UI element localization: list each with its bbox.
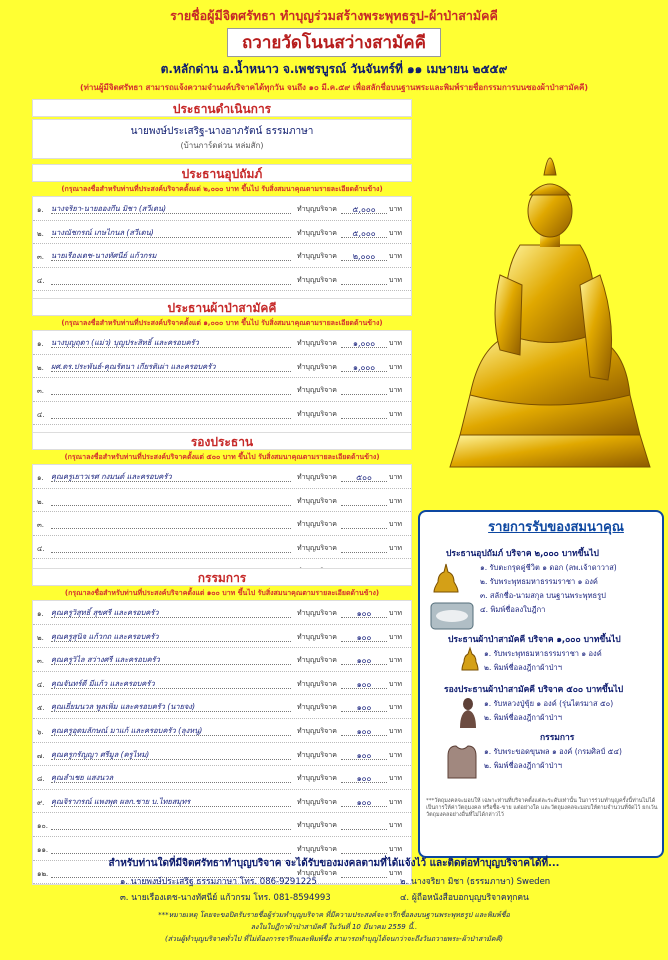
header-line3: ต.หลักด่าน อ.น้ำหนาว จ.เพชรบูรณ์ วันจันทร์ที่ ๑๑ เมษายน ๒๕๕๙ xyxy=(160,62,508,76)
donor-row xyxy=(33,197,411,221)
donor-row xyxy=(33,601,411,625)
baht-label: บาท xyxy=(389,821,402,830)
row-number: ๑๐. xyxy=(37,822,48,831)
row-number: ๔. xyxy=(37,276,45,285)
donate-label: ทำบุญบริจาค xyxy=(297,726,337,735)
baht-label: บาท xyxy=(389,609,402,617)
baht-label: บาท xyxy=(389,797,402,806)
row-number: ๖. xyxy=(37,727,44,736)
donor-name xyxy=(51,542,291,553)
baht-label: บาท xyxy=(389,339,402,347)
contact-item: ๔. ผู้ถือหนังสือบอกบุญบริจาคทุกคน xyxy=(400,893,529,903)
baht-label: บาท xyxy=(389,496,402,505)
donor-row xyxy=(33,512,411,536)
donor-name xyxy=(51,819,291,830)
section-note: (กรุณาลงชื่อสำหรับท่านที่ประสงค์บริจาคตั้งแต่ ๒,๐๐๐ บาท ขึ้นไป รับสิ่งสมนาคุณตามรายละเอียดด้านข้าง) xyxy=(61,185,383,193)
baht-label: บาท xyxy=(389,844,402,853)
donor-name: นางจริยา-นายอองกึน มิชา (สวีเดน) xyxy=(51,203,291,214)
baht-label: บาท xyxy=(389,632,402,641)
reward-item: ๑. รับตะกรุดคู่ชีวิต ๑ ดอก (ลพ.เจ้าดาวาส) xyxy=(480,563,617,572)
donation-amount: ๑๐๐ xyxy=(341,607,387,618)
donate-label: ทำบุญบริจาค xyxy=(297,496,337,505)
donor-name xyxy=(51,274,291,285)
donor-row xyxy=(33,331,411,355)
reward-item: ๑. รับหลวงปู่ขุ้ย ๑ องค์ (รุ่นไตรมาส ๕๐) xyxy=(484,699,614,708)
donate-label: ทำบุญบริจาค xyxy=(297,228,337,237)
footer-note: ***หมายเหตุ โดยจะขอปิดรับรายชื่อผู้ร่วมทำบุญบริจาค ที่มีความประสงค์จะจารึกชื่อลงบนฐานพระพุทธรูป และพิมพ์ชื่อ xyxy=(158,911,510,919)
donation-amount xyxy=(341,819,387,830)
donation-amount xyxy=(341,384,387,395)
row-number: ๑. xyxy=(37,206,44,214)
donor-name: คุณครูอุดมลักษณ์ มาแก้ และครอบครัว (ลุงหนู) xyxy=(51,725,291,736)
donor-row xyxy=(33,402,411,426)
buddha-amulet-thumb xyxy=(460,646,480,678)
section-title: ประธานผ้าป่าสามัคคี xyxy=(32,298,412,316)
header xyxy=(0,0,668,94)
row-number: ๒. xyxy=(37,497,44,506)
row-number: ๒. xyxy=(37,229,44,238)
donor-name: คุณจันทร์ดี มีแก้ว และครอบครัว xyxy=(51,678,291,689)
donate-label: ทำบุญบริจาค xyxy=(297,844,337,853)
donation-amount: ๑๐๐ xyxy=(341,725,387,736)
row-number: ๕. xyxy=(37,704,45,713)
contact-item: ๒. นางจริยา มิชา (ธรรมภาษา) Sweden xyxy=(400,877,551,887)
reward-item: ๒. พิมพ์ชื่อลงฎีกาผ้าป่าฯ xyxy=(484,761,562,770)
buddha-statue-image xyxy=(440,145,660,475)
donor-row xyxy=(33,465,411,489)
donor-name: คุณครูวิไล สว่างศรี และครอบครัว xyxy=(51,654,291,665)
row-number: ๘. xyxy=(37,775,45,784)
donate-label: ทำบุญบริจาค xyxy=(297,339,337,347)
donor-row xyxy=(33,221,411,245)
donation-amount xyxy=(341,495,387,506)
rewards-note: ***วัตถุมงคลจะมอบให้ เฉพาะท่านที่บริจาคตั้งแต่ละระดับเท่านั้น ในการร่วมทำบุญครั้งนี้ท่านไม่ได้เป็นการให้ค่าวัตถุมงคล หรือซื้อ-ขาย แต่อย่างใด และวัตถุมงคลจะมอบให้ตามจำนวนที่จัดไว้ ยกเว้นวัตถุมงคลอย่างอื่นที่ไม่ได้กล่าวไว้ xyxy=(426,798,658,818)
section-note: (กรุณาลงชื่อสำหรับท่านที่ประสงค์บริจาคตั้งแต่ ๑๐๐ บาท ขึ้นไป รับสิ่งสมนาคุณตามรายละเอียดด้านข้าง) xyxy=(64,589,380,597)
donor-name: คุณจิราภรณ์ แพงพุด ผลก.ชาย บ.ไทยสมุทร xyxy=(51,796,291,807)
row-number: ๗. xyxy=(37,751,45,760)
donor-row xyxy=(33,378,411,402)
advisor-name: นายพงษ์ประเสริฐ-นางอาภรัตน์ ธรรมภาษา xyxy=(130,126,314,137)
row-number: ๔. xyxy=(37,680,45,689)
donate-label: ทำบุญบริจาค xyxy=(297,750,337,759)
row-number: ๙. xyxy=(37,798,45,807)
rewards-title: รายการรับของสมนาคุณ xyxy=(488,520,624,535)
khun-phaen-amulet-thumb xyxy=(444,744,480,784)
donate-label: ทำบุญบริจาค xyxy=(297,362,337,371)
donor-row xyxy=(33,244,411,268)
donor-row xyxy=(33,489,411,513)
row-number: ๔. xyxy=(37,544,45,553)
donate-label: ทำบุญบริจาค xyxy=(297,632,337,641)
donate-label: ทำบุญบริจาค xyxy=(297,543,337,552)
row-number: ๓. xyxy=(37,521,45,530)
page-title: ถวายวัดโนนสว่างสามัคคี xyxy=(227,28,441,57)
contact-item: ๓. นายเรืองเดช-นางทัศนีย์ แก้วกรม โทร. 081-8594993 xyxy=(120,893,331,903)
baht-label: บาท xyxy=(389,409,402,418)
section-title: ประธานอุปถัมภ์ xyxy=(32,164,412,182)
donate-label: ทำบุญบริจาค xyxy=(297,797,337,806)
donate-label: ทำบุญบริจาค xyxy=(297,252,337,261)
donor-name: นางณัชกรณ์ เกษไกนล (สวีเดน) xyxy=(51,227,291,238)
row-number: ๑. xyxy=(37,474,44,482)
reward-item: ๔. พิมพ์ชื่อลงใบฎีกา xyxy=(480,605,546,614)
footer xyxy=(0,832,668,960)
takrut-amulet-thumb xyxy=(430,602,474,634)
donation-amount: ๑๐๐ xyxy=(341,631,387,642)
reward-item: ๒. พิมพ์ชื่อลงฎีกาผ้าป่าฯ xyxy=(484,663,562,672)
baht-label: บาท xyxy=(389,703,402,712)
row-number: ๒. xyxy=(37,633,44,642)
baht-label: บาท xyxy=(389,473,402,481)
reward-heading: ประธานอุปถัมภ์ บริจาค ๒,๐๐๐ บาทขึ้นไป xyxy=(446,549,599,559)
footer-note: ลงในใบฎีกาผ้าป่าสามัคคี ในวันที่ 10 มีนาคม 2559 นี้.. xyxy=(250,923,418,931)
donor-name: ผศ.ดร.ประพันธ์-คุณรัตนา เกียรติเผ่า และครอบครัว xyxy=(51,361,291,372)
donor-name: คุณครูเยาวเรศ กงมนต์ และครอบครัว xyxy=(51,471,291,482)
baht-label: บาท xyxy=(389,726,402,735)
rewards-panel xyxy=(418,510,664,858)
donation-amount: ๑๐๐ xyxy=(341,796,387,807)
baht-label: บาท xyxy=(389,868,402,877)
donor-name xyxy=(51,384,291,395)
donor-row xyxy=(33,790,411,814)
donation-amount: ๑,๐๐๐ xyxy=(341,361,387,372)
baht-label: บาท xyxy=(389,275,402,284)
reward-heading: ประธานผ้าป่าสามัคคี บริจาค ๑,๐๐๐ บาทขึ้นไป xyxy=(448,635,621,645)
baht-label: บาท xyxy=(389,228,402,237)
donation-amount xyxy=(341,408,387,419)
donation-amount xyxy=(341,274,387,285)
donor-row xyxy=(33,672,411,696)
donation-amount: ๑๐๐ xyxy=(341,678,387,689)
donation-amount: ๑๐๐ xyxy=(341,749,387,760)
reward-item: ๒. พิมพ์ชื่อลงฎีกาผ้าป่าฯ xyxy=(484,713,562,722)
monk-statue-thumb xyxy=(456,696,480,734)
donate-label: ทำบุญบริจาค xyxy=(297,703,337,712)
row-number: ๓. xyxy=(37,657,45,666)
header-line4: (ท่านผู้มีจิตศรัทธา สามารถแจ้งความจำนงค์บริจาคได้ทุกวัน จนถึง ๑๐ มี.ค.๕๙ เพื่อสลักชื่อบนฐานพระและพิมพ์รายชื่อกรรมการบนซองผ้าป่าสามัคคี) xyxy=(79,83,589,92)
row-number: ๓. xyxy=(37,253,45,262)
reward-item: ๑. รับพระพุทธมหาธรรมราชา ๑ องค์ xyxy=(484,649,602,658)
baht-label: บาท xyxy=(389,543,402,552)
donation-amount: ๕,๐๐๐ xyxy=(341,203,387,214)
row-number: ๔. xyxy=(37,410,45,419)
donate-label: ทำบุญบริจาค xyxy=(297,275,337,284)
baht-label: บาท xyxy=(389,386,402,395)
section-title: กรรมการ xyxy=(32,568,412,586)
donation-amount: ๕,๐๐๐ xyxy=(341,227,387,238)
reward-item: ๑. รับพระขอดขุนพล ๑ องค์ (กรมศิลป์ ๕๔) xyxy=(484,747,622,756)
donor-name: คุณครูกรัญญา ศรีมูล (ครูไหม) xyxy=(51,749,291,760)
advisor-sub: (บ้านการ์ดด่วน หล่มสัก) xyxy=(180,141,264,150)
donor-name: นางบุญฤดา (แม่ว) บุญประสิทธิ์ และครอบครัว xyxy=(51,337,291,348)
reward-heading: รองประธานผ้าป่าสามัคคี บริจาค ๕๐๐ บาทขึ้นไป xyxy=(444,685,624,695)
baht-label: บาท xyxy=(389,520,402,529)
baht-label: บาท xyxy=(389,679,402,688)
donation-amount: ๑๐๐ xyxy=(341,701,387,712)
donate-label: ทำบุญบริจาค xyxy=(297,205,337,213)
baht-label: บาท xyxy=(389,656,402,665)
donate-label: ทำบุญบริจาค xyxy=(297,609,337,617)
donation-amount: ๒,๐๐๐ xyxy=(341,250,387,261)
donation-amount: ๑๐๐ xyxy=(341,654,387,665)
section-note: (กรุณาลงชื่อสำหรับท่านที่ประสงค์บริจาคตั้งแต่ ๑,๐๐๐ บาท ขึ้นไป รับสิ่งสมนาคุณตามรายละเอียดด้านข้าง) xyxy=(61,319,383,327)
donation-amount: ๑,๐๐๐ xyxy=(341,337,387,348)
donate-label: ทำบุญบริจาค xyxy=(297,409,337,418)
donate-label: ทำบุญบริจาค xyxy=(297,386,337,395)
donor-name: คุณครูวิสุทธิ์ สุขศรี และครอบครัว xyxy=(51,607,291,618)
reward-item: ๒. รับพระพุทธมหาธรรมราชา ๑ องค์ xyxy=(480,577,598,586)
donate-label: ทำบุญบริจาค xyxy=(297,868,337,877)
donor-name xyxy=(51,518,291,529)
donor-name xyxy=(51,408,291,419)
donate-label: ทำบุญบริจาค xyxy=(297,520,337,529)
reward-item: ๓. สลักชื่อ-นามสกุล บนฐานพระพุทธรูป xyxy=(480,591,606,600)
contact-item: ๑. นายพงษ์ประเสริฐ ธรรมภาษา โทร. 086-9291225 xyxy=(120,877,317,887)
donate-label: ทำบุญบริจาค xyxy=(297,679,337,688)
donor-row xyxy=(33,625,411,649)
footer-heading: สำหรับท่านใดที่มีจิตศรัทธาทำบุญบริจาค จะได้รับของมงคลตามที่ได้แจ้งไว้ และติดต่อทำบุญบริจาคได้ที่... xyxy=(108,858,560,869)
donor-row xyxy=(33,355,411,379)
section-note: (กรุณาลงชื่อสำหรับท่านที่ประสงค์บริจาคตั้งแต่ ๕๐๐ บาท ขึ้นไป รับสิ่งสมนาคุณตามรายละเอียดด้านข้าง) xyxy=(64,453,380,461)
donation-amount xyxy=(341,542,387,553)
donate-label: ทำบุญบริจาค xyxy=(297,656,337,665)
footer-note: (ส่วนผู้ทำบุญบริจาคทั่วไป ที่ไม่ต้องการจารึกและพิมพ์ชื่อ สามารถทำบุญได้จนกว่าจะถึงวันถวายพระ-ผ้าป่าสามัคคี) xyxy=(164,935,504,943)
baht-label: บาท xyxy=(389,205,402,213)
donor-name: นายเรืองเดช-นางทัศนีย์ แก้วกรม xyxy=(51,250,291,261)
donor-name: คุณลำเชย แสงนวล xyxy=(51,772,291,783)
buddha-amulet-thumb xyxy=(430,562,462,600)
donate-label: ทำบุญบริจาค xyxy=(297,821,337,830)
row-number: ๑. xyxy=(37,340,44,348)
baht-label: บาท xyxy=(389,362,402,371)
donate-label: ทำบุญบริจาค xyxy=(297,774,337,783)
baht-label: บาท xyxy=(389,774,402,783)
reward-heading: กรรมการ xyxy=(540,733,575,743)
row-number: ๒. xyxy=(37,363,44,372)
row-number: ๑. xyxy=(37,610,44,618)
donor-row xyxy=(33,766,411,790)
donor-row xyxy=(33,719,411,743)
donation-amount xyxy=(341,518,387,529)
row-number: ๑๑. xyxy=(37,845,49,854)
donor-name: คุณครูสุนิจ แก้วกถ และครอบครัว xyxy=(51,631,291,642)
advisor-title: ประธานดำเนินการ xyxy=(32,99,412,117)
baht-label: บาท xyxy=(389,252,402,261)
donor-list xyxy=(32,464,412,584)
donor-row xyxy=(33,695,411,719)
donation-amount: ๑๐๐ xyxy=(341,772,387,783)
donation-amount: ๕๐๐ xyxy=(341,471,387,482)
header-line1: รายชื่อผู้มีจิตศรัทธา ทำบุญร่วมสร้างพระพุทธรูป-ผ้าป่าสามัคคี xyxy=(170,8,498,23)
donor-row xyxy=(33,743,411,767)
donor-row xyxy=(33,536,411,560)
donate-label: ทำบุญบริจาค xyxy=(297,473,337,481)
section-title: รองประธาน xyxy=(32,432,412,450)
row-number: ๓. xyxy=(37,387,45,396)
donor-row xyxy=(33,268,411,292)
advisor-box xyxy=(32,119,412,159)
donor-name: คุณเยี่ยมนวล พูลเพิ่ม และครอบครัว (นายจง) xyxy=(51,701,291,712)
row-number: ๑๒. xyxy=(37,869,49,878)
donor-name xyxy=(51,495,291,506)
baht-label: บาท xyxy=(389,750,402,759)
donor-row xyxy=(33,648,411,672)
